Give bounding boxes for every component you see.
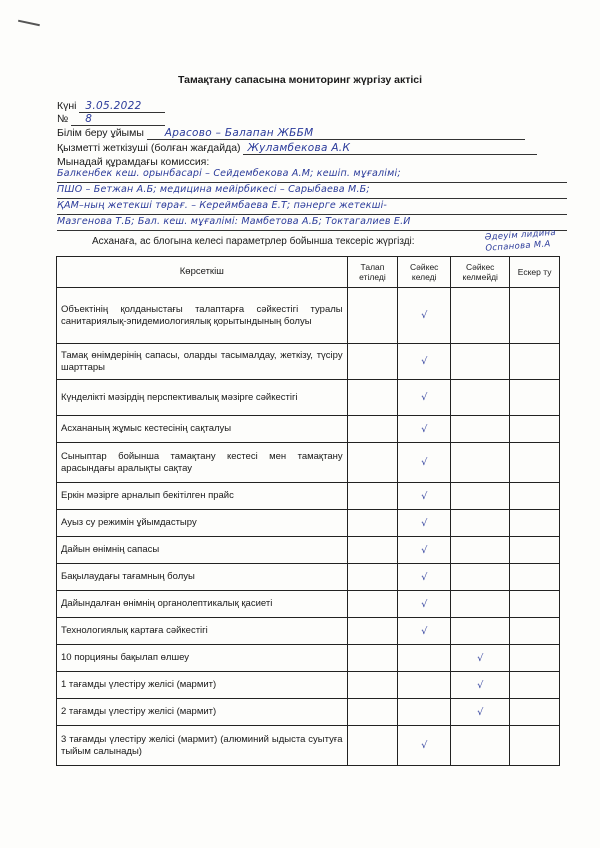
row-empty-cell — [510, 672, 560, 699]
row-indicator: Бақылаудағы тағамның болуы — [57, 564, 348, 591]
row-empty-cell — [347, 537, 398, 564]
row-indicator: Күнделікті мәзірдің перспективалық мәзірге сәйкестігі — [57, 380, 348, 416]
row-indicator: Дайындалған өнімнің органолептикалық қасиеті — [57, 591, 348, 618]
commission-line-2: ПШО – Бетжан А.Б; медицина мейірбикесі – Сарыбаева М.Б; — [57, 184, 567, 199]
row-empty-cell — [347, 618, 398, 645]
row-empty-cell — [347, 443, 398, 483]
row-empty-cell — [451, 564, 510, 591]
date-label: Күні — [57, 100, 77, 112]
table-row — [57, 672, 560, 699]
row-empty-cell — [347, 483, 398, 510]
row-check-mark: √ — [398, 416, 451, 443]
row-empty-cell — [451, 344, 510, 380]
table-row — [57, 645, 560, 672]
supplier-label: Қызметті жеткізуші (болған жағдайда) — [57, 142, 241, 154]
row-check-mark: √ — [398, 537, 451, 564]
intro-text: Асханаға, ас блогына келесі параметрлер бойынша тексеріс жүргізді: — [92, 236, 415, 247]
header-indicator: Көрсеткіш — [57, 257, 348, 288]
row-empty-cell — [510, 645, 560, 672]
row-empty-cell — [347, 699, 398, 726]
school-value: Арасово – Балапан ЖББМ — [147, 127, 525, 140]
row-empty-cell — [451, 380, 510, 416]
row-empty-cell — [510, 564, 560, 591]
row-check-mark: √ — [398, 564, 451, 591]
row-indicator: Сыныптар бойынша тамақтану кестесі мен тамақтану арасындағы аралықты сақтау — [57, 443, 348, 483]
row-empty-cell — [510, 288, 560, 344]
row-empty-cell — [510, 380, 560, 416]
row-check-mark: √ — [451, 645, 510, 672]
row-empty-cell — [510, 344, 560, 380]
row-empty-cell — [510, 537, 560, 564]
row-indicator: Технологиялық картаға сәйкестігі — [57, 618, 348, 645]
table-row — [57, 344, 560, 380]
table-row — [57, 416, 560, 443]
row-indicator: Асхананың жұмыс кестесінің сақталуы — [57, 416, 348, 443]
row-check-mark: √ — [398, 288, 451, 344]
supplier-row — [57, 142, 557, 155]
table-row — [57, 591, 560, 618]
row-check-mark: √ — [398, 380, 451, 416]
row-indicator: Еркін мәзірге арналып бекітілген прайс — [57, 483, 348, 510]
row-empty-cell — [451, 416, 510, 443]
row-check-mark: √ — [398, 618, 451, 645]
table-row — [57, 288, 560, 344]
row-check-mark: √ — [398, 483, 451, 510]
row-empty-cell — [347, 564, 398, 591]
row-empty-cell — [451, 618, 510, 645]
row-empty-cell — [510, 443, 560, 483]
row-indicator: 2 тағамды үлестіру желісі (мармит) — [57, 699, 348, 726]
table-row — [57, 618, 560, 645]
row-empty-cell — [347, 344, 398, 380]
table-row — [57, 483, 560, 510]
row-empty-cell — [347, 380, 398, 416]
header-required: Талап етіледі — [347, 257, 398, 288]
table-row — [57, 726, 560, 766]
row-check-mark: √ — [398, 510, 451, 537]
header-not-complies: Сәйкес келмейді — [451, 257, 510, 288]
table-header-row — [57, 257, 560, 288]
row-empty-cell — [510, 510, 560, 537]
row-indicator: Объектінің қолданыстағы талаптарға сәйкестігі туралы санитариялық-эпидемиологиялық қорытындының болуы — [57, 288, 348, 344]
row-empty-cell — [398, 672, 451, 699]
table-row — [57, 564, 560, 591]
header-complies: Сәйкес келеді — [398, 257, 451, 288]
row-empty-cell — [451, 537, 510, 564]
date-value: 3.05.2022 — [79, 100, 165, 113]
row-empty-cell — [451, 510, 510, 537]
row-empty-cell — [451, 483, 510, 510]
number-row — [57, 113, 557, 126]
row-empty-cell — [510, 699, 560, 726]
row-empty-cell — [451, 726, 510, 766]
header-note: Ескер ту — [510, 257, 560, 288]
commission-line-4: Мазгенова Т.Б; Бал. кеш. мұғалімі: Мамбетова А.Б; Токтагалиев Е.И — [57, 216, 567, 231]
commission-line-3: ҚАМ–ның жетекші төрағ. – Кереймбаева Е.Т; пәнерге жетекші- — [57, 200, 567, 215]
row-empty-cell — [510, 483, 560, 510]
row-empty-cell — [451, 591, 510, 618]
commission-trailing: Әдеуім лидина Оспанова М.А — [484, 227, 557, 254]
table-row — [57, 699, 560, 726]
row-empty-cell — [398, 699, 451, 726]
number-label: № — [57, 113, 69, 125]
row-empty-cell — [347, 726, 398, 766]
supplier-value: Жуламбекова А.К — [243, 142, 537, 155]
row-indicator: 10 порцияны бақылап өлшеу — [57, 645, 348, 672]
row-empty-cell — [347, 510, 398, 537]
table-row — [57, 380, 560, 416]
row-empty-cell — [510, 591, 560, 618]
row-indicator: Дайын өнімнің сапасы — [57, 537, 348, 564]
row-empty-cell — [510, 416, 560, 443]
row-empty-cell — [510, 726, 560, 766]
row-empty-cell — [347, 672, 398, 699]
row-empty-cell — [451, 443, 510, 483]
commission-line-1: Балкенбек кеш. орынбасарі – Сейдембекова А.М; кешіп. мұғалімі; — [57, 168, 567, 183]
row-empty-cell — [347, 645, 398, 672]
commission-label: Мынадай құрамдағы комиссия: — [57, 156, 210, 168]
row-empty-cell — [347, 288, 398, 344]
row-indicator: Тамақ өнімдерінің сапасы, оларды тасымалдау, жеткізу, түсіру шарттары — [57, 344, 348, 380]
row-check-mark: √ — [398, 443, 451, 483]
row-empty-cell — [347, 591, 398, 618]
monitoring-table — [56, 256, 560, 766]
school-row — [57, 127, 557, 140]
row-check-mark: √ — [398, 726, 451, 766]
row-indicator: Ауыз су режимін ұйымдастыру — [57, 510, 348, 537]
row-empty-cell — [347, 416, 398, 443]
row-check-mark: √ — [398, 591, 451, 618]
table-row — [57, 510, 560, 537]
row-indicator: 3 тағамды үлестіру желісі (мармит) (алюминий ыдыста суытуға тыйым салынады) — [57, 726, 348, 766]
date-row — [57, 100, 557, 113]
row-empty-cell — [451, 288, 510, 344]
table-row — [57, 443, 560, 483]
number-value: 8 — [71, 113, 165, 126]
row-check-mark: √ — [451, 672, 510, 699]
school-label: Білім беру ұйымы — [57, 127, 144, 139]
row-empty-cell — [510, 618, 560, 645]
row-empty-cell — [398, 645, 451, 672]
row-check-mark: √ — [451, 699, 510, 726]
corner-pen-mark — [18, 20, 40, 26]
row-indicator: 1 тағамды үлестіру желісі (мармит) — [57, 672, 348, 699]
row-check-mark: √ — [398, 344, 451, 380]
document-title: Тамақтану сапасына мониторинг жүргізу актісі — [177, 74, 423, 86]
table-row — [57, 537, 560, 564]
